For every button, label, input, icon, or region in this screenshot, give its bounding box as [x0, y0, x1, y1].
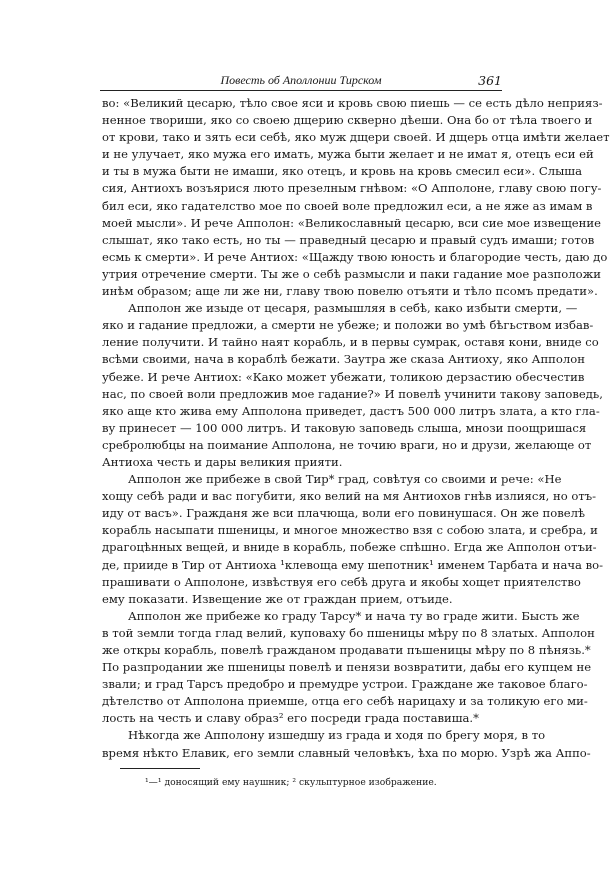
text-line: утрия отречение смерти. Ты же о себѣ размысли и паки гадание мое разположи — [102, 266, 601, 281]
text-line: корабль насыпати пшеницы, и многое множество взя с собою злата, и сребра, и — [102, 523, 598, 538]
paragraph — [102, 300, 603, 471]
text-line: моей мысли». И рече Апполон: «Великославный цесарю, вси сие мое извещение — [102, 215, 601, 230]
text-line: сребролюбцы на поимание Апполона, не точию враги, но и друзи, желающе от — [102, 437, 592, 452]
footnote: ¹—¹ доносящий ему наушник; ² скульптурное изображение. — [145, 777, 437, 788]
text-line: ему показати. Извещение же от граждан прием, отъиде. — [102, 591, 453, 606]
page-number: 361 — [478, 73, 502, 88]
text-line: Апполон же прибеже ко граду Тарсу* и нача ту во граде жити. Бысть же — [128, 608, 580, 623]
paragraph — [102, 727, 591, 761]
paragraph — [102, 95, 610, 300]
text-line: и не улучает, яко мужа его имать, мужа быти желает и не имат я, отецъ еси ей — [102, 147, 594, 162]
running-title: Повесть об Аполлонии Тирском — [220, 73, 382, 87]
text-line: звали; и град Тарсъ предобро и премудре устрои. Граждане же таковое благо- — [102, 677, 588, 692]
paragraph — [102, 608, 595, 728]
text-line: ву принесет — 100 000 литръ. И таковую заповедь слыша, мнози поощришася — [102, 420, 587, 435]
text-line: лость на честь и славу образ² его посреди града поставиша.* — [102, 711, 479, 726]
text-line: Апполон же изыде от цесаря, размышляя в себѣ, како избыти смерти, — — [128, 301, 578, 316]
text-line: ление получити. И тайно наят корабль, и в первы сумрак, оставя кони, вниде со — [102, 335, 599, 350]
text-line: Антиоха честь и дары великия прияти. — [102, 454, 343, 469]
text-line: хощу себѣ ради и вас погубити, яко велий на мя Антиохов гнѣв излияся, но отъ- — [102, 489, 597, 504]
text-line: от крови, тако и зять еси себѣ, яко муж дщери своей. И дщерь отца имѣти желает — [102, 130, 610, 145]
text-line: прашивати о Апполоне, извѣствуя его себѣ друга и якобы хощет приятелство — [102, 574, 581, 589]
text-line: ненное твориши, яко со своею дщерию скверно дѣеши. Она бо от тѣла твоего и — [102, 113, 593, 128]
text-line: де, прииде в Тир от Антиоха ¹клевоща ему шепотник¹ именем Тарбата и нача во- — [102, 557, 604, 572]
text-line: инѣм образом; аще ли же ни, главу твою повелю отъяти и тѣло псомъ предати». — [102, 284, 598, 299]
text-line: По разпродании же пшеницы повелѣ и пенязи возвратити, дабы его купцем не — [102, 660, 592, 675]
text-line: яко аще кто жива ему Апполона приведет, дастъ 500 000 литръ злата, а кто гла- — [102, 403, 600, 418]
text-line: же откры корабль, повелѣ гражданом продавати пъшеницы мѣру по 8 пѣнязь.* — [102, 643, 591, 657]
body-text — [102, 95, 610, 762]
text-line: во: «Великий цесарю, тѣло свое яси и кровь свою пиешь — се есть дѣло неприяз- — [102, 96, 603, 110]
text-line: и ты в мужа быти не имаши, яко отецъ, и кровь на кровь смесил еси». Слыша — [102, 164, 583, 179]
text-line: бил еси, яко гадателство мое по своей воле предложил еси, а не яже аз имам в — [102, 198, 593, 213]
text-line: иду от васъ». Гражданя же вси плачюща, воли его повинушася. Он же повелѣ — [102, 506, 585, 521]
running-header — [100, 72, 502, 91]
text-line: всѣми своими, нача в кораблѣ бежати. Заутра же сказа Антиоху, яко Апполон — [102, 352, 585, 367]
text-line: убеже. И рече Антиох: «Како может убежати, толикою дерзастию обесчестив — [102, 369, 585, 384]
text-line: яко и гадание предложи, а смерти не убеже; и положи во умѣ бѣгьством избав- — [102, 318, 594, 333]
text-line: есмь к смерти». И рече Антиох: «Щажду твою юность и благородие честь, даю до — [102, 249, 608, 264]
footnote-divider — [120, 768, 200, 769]
text-line: дѣтелство от Апполона приемше, отца его себѣ нарицаху и за толикую его ми- — [102, 694, 588, 709]
text-line: сия, Антиохъ возъярися люто презелным гнѣвом: «О Апполоне, главу свою погу- — [102, 181, 602, 196]
text-line: драгоцѣнных вещей, и вниде в корабль, побеже спѣшно. Егда же Апполон отъи- — [102, 540, 597, 555]
text-line: в той земли тогда глад велий, куповаху бо пшеницы мѣру по 8 златых. Апполон — [102, 625, 595, 640]
text-line: время нѣкто Елавик, его земли славный человѣкъ, ѣха по морю. Узрѣ жа Аппо- — [102, 745, 591, 760]
text-line: нас, по своей воли предложив мое гадание?» И повелѣ учинити такову заповедь, — [102, 386, 603, 401]
text-line: слышат, яко тако есть, но ты — праведный цесарю и правый судъ имаши; готов — [102, 232, 595, 247]
text-line: Нѣкогда же Апполону изшедшу из града и ходя по брегу моря, в то — [128, 728, 546, 743]
paragraph — [102, 471, 604, 608]
text-line: Апполон же прибеже в свой Тир* град, совѣтуя со своими и рече: «Не — [128, 472, 562, 487]
